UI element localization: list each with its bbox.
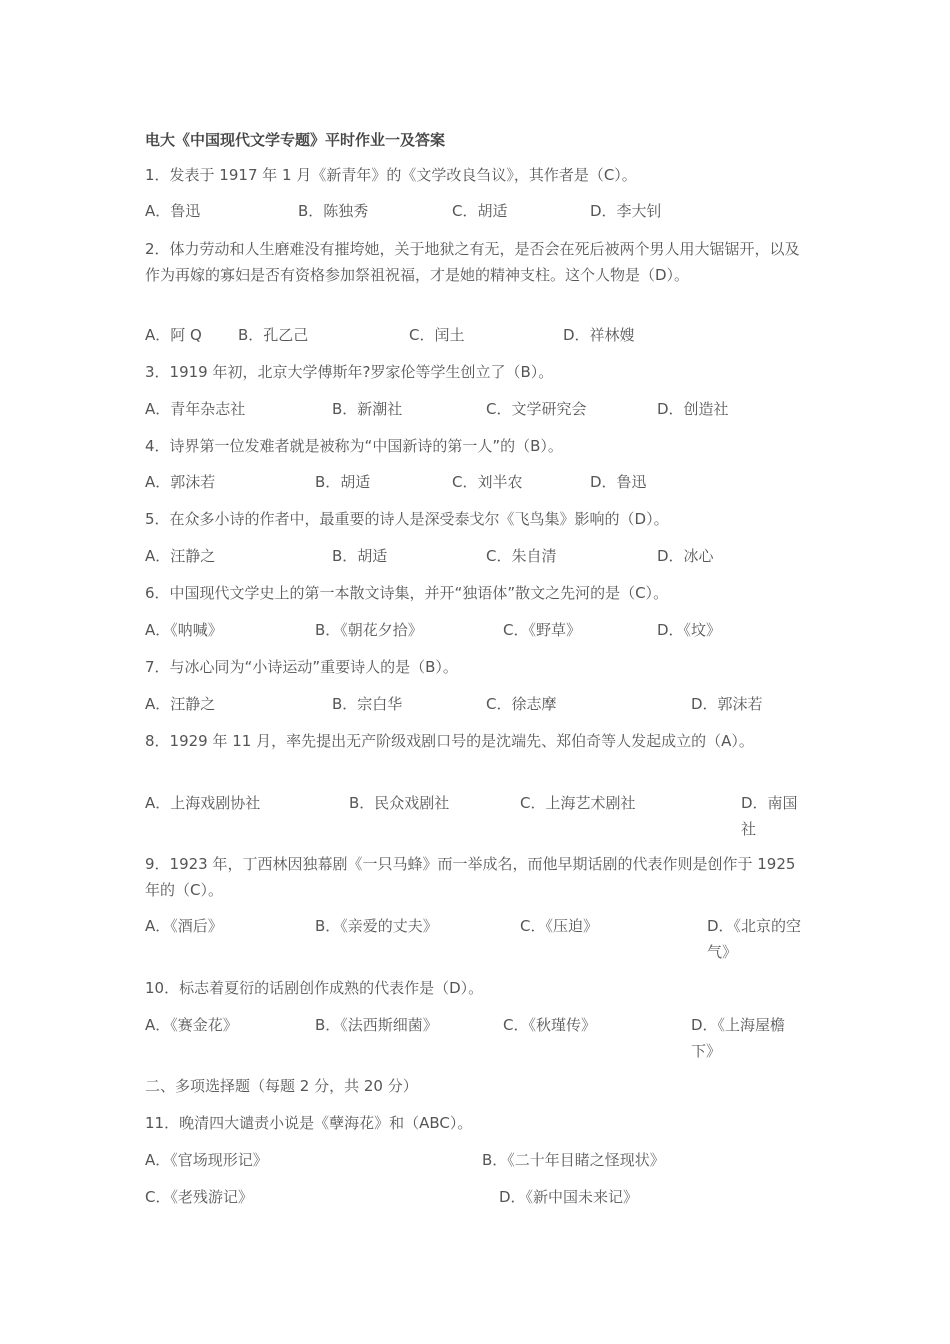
option-d: D．冰心 (657, 547, 714, 565)
option-b: B．胡适 (315, 473, 371, 491)
question-10-options (145, 1012, 805, 1064)
option-b: B．《朝花夕拾》 (315, 621, 423, 639)
question-7: 7．与冰心同为“小诗运动”重要诗人的是（B）。 (145, 658, 458, 676)
option-d: D．郭沫若 (691, 695, 763, 713)
option-d (707, 913, 805, 965)
option-a: A．汪静之 (145, 547, 216, 565)
option-c: C．上海艺术剧社 (520, 794, 636, 812)
question-3: 3．1919 年初，北京大学傅斯年?罗家伦等学生创立了（B）。 (145, 363, 554, 381)
option-a: A．汪静之 (145, 695, 216, 713)
option-a: A．《官场现形记》 (145, 1151, 268, 1169)
option-a: A．《赛金花》 (145, 1016, 238, 1034)
option-c: C．文学研究会 (486, 400, 587, 418)
option-b: B．陈独秀 (298, 202, 369, 220)
option-d (741, 790, 805, 842)
option-d: D．创造社 (657, 400, 729, 418)
question-11: 11．晚清四大谴责小说是《孽海花》和（ABC）。 (145, 1114, 473, 1132)
option-c: C．《野草》 (503, 621, 581, 639)
section-heading-multiple-choice: 二、多项选择题（每题 2 分，共 20 分） (145, 1077, 418, 1095)
option-c: C．朱自清 (486, 547, 557, 565)
option-b: B．胡适 (332, 547, 388, 565)
question-5: 5．在众多小诗的作者中，最重要的诗人是深受泰戈尔《飞鸟集》影响的（D）。 (145, 510, 669, 528)
question-10: 10．标志着夏衍的话剧创作成熟的代表作是（D）。 (145, 979, 484, 997)
question-1: 1．发表于 1917 年 1 月《新青年》的《文学改良刍议》，其作者是（C）。 (145, 166, 637, 184)
option-d: D．李大钊 (590, 202, 662, 220)
option-a: A．阿 Q (145, 326, 202, 344)
question-8: 8．1929 年 11 月，率先提出无产阶级戏剧口号的是沈端先、郑伯奇等人发起成立的（A）。 (145, 732, 754, 750)
option-b: B．新潮社 (332, 400, 403, 418)
option-b: B．《亲爱的丈夫》 (315, 917, 438, 935)
option-a: A．鲁迅 (145, 202, 201, 220)
question-4: 4．诗界第一位发难者就是被称为“中国新诗的第一人”的（B）。 (145, 437, 563, 455)
option-d-text: D．《北京的空气》 (707, 917, 802, 961)
option-d: D．祥林嫂 (563, 326, 635, 344)
option-d-text: D．南国社 (741, 794, 798, 838)
document-title: 电大《中国现代文学专题》平时作业一及答案 (145, 131, 446, 149)
option-b: B．《法西斯细菌》 (315, 1016, 438, 1034)
option-b: B．宗白华 (332, 695, 403, 713)
option-a: A．《酒后》 (145, 917, 223, 935)
option-c: C．徐志摩 (486, 695, 557, 713)
option-c: C．《老残游记》 (145, 1188, 253, 1206)
question-9: 9．1923 年，丁西林因独幕剧《一只马蜂》而一举成名，而他早期话剧的代表作则是创作于 1925 年的（C）。 (145, 855, 796, 899)
option-a: A．《呐喊》 (145, 621, 223, 639)
option-d: D．《新中国未来记》 (499, 1188, 639, 1206)
option-b: B．民众戏剧社 (349, 794, 450, 812)
option-c: C．《压迫》 (520, 917, 598, 935)
option-d: D．鲁迅 (590, 473, 647, 491)
question-2: 2．体力劳动和人生磨难没有摧垮她，关于地狱之有无，是否会在死后被两个男人用大锯锯开，以及作为再嫁的寡妇是否有资格参加祭祖祝福，才是她的精神支柱。这个人物是（D）。 (145, 240, 800, 284)
option-d: D．《坟》 (657, 621, 722, 639)
option-d-text: D．《上海屋檐下》 (691, 1016, 786, 1060)
option-b: B．《二十年目睹之怪现状》 (482, 1151, 665, 1169)
option-a: A．上海戏剧协社 (145, 794, 261, 812)
option-a: A．青年杂志社 (145, 400, 246, 418)
option-c: C．《秋瑾传》 (503, 1016, 596, 1034)
option-a: A．郭沫若 (145, 473, 216, 491)
question-6: 6．中国现代文学史上的第一本散文诗集，并开“独语体”散文之先河的是（C）。 (145, 584, 669, 602)
option-c: C．刘半农 (452, 473, 523, 491)
option-c: C．闰土 (409, 326, 465, 344)
option-b: B．孔乙己 (238, 326, 309, 344)
option-c: C．胡适 (452, 202, 508, 220)
question-8-options (145, 790, 805, 842)
option-d (691, 1012, 805, 1064)
question-9-options (145, 913, 805, 965)
